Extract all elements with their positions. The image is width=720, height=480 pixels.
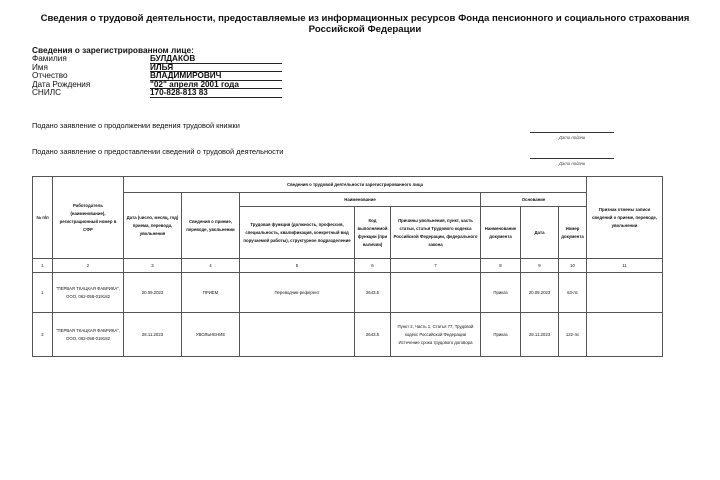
document-title: Сведения о трудовой деятельности, предоставляемые из информационных ресурсов Фонда пенсионного и социального страхования Российской Федерации (40, 13, 690, 35)
statement-workbook: Подано заявление о продолжении ведения трудовой книжки (32, 121, 240, 130)
cell-doc-num: 122-лс (559, 313, 587, 357)
statement-info: Подано заявление о предоставлении сведений о трудовой деятельности (32, 147, 284, 156)
column-number: 10 (559, 259, 587, 273)
employment-table (32, 176, 663, 357)
cell-doc-date: 20.09.2023 (521, 273, 559, 313)
header-date: Дата (число, месяц, год) приема, перевода, увольнения (124, 193, 182, 259)
cell-doc-name: Приказ (481, 273, 521, 313)
header-group-basis: Основание (481, 193, 587, 207)
column-number-row (33, 259, 663, 273)
cell-employer: "ПЕРВАЯ ТКАЦКАЯ ФАБРИКА", ООО, 062-058-019182 (53, 313, 124, 357)
statement-date-caption: Дата подачи (530, 132, 614, 140)
column-number: 9 (521, 259, 559, 273)
header-code: Код выполняемой функции (при наличии) (355, 207, 391, 259)
cell-no: 2 (33, 313, 53, 357)
header-doc-date: Дата (521, 207, 559, 259)
person-info (32, 46, 452, 98)
column-number: 7 (391, 259, 481, 273)
cell-function (240, 313, 355, 357)
cell-reason (391, 273, 481, 313)
column-number: 3 (124, 259, 182, 273)
header-employer: Работодатель (наименование), регистрационный номер в СФР (53, 177, 124, 259)
person-field-name (32, 64, 452, 73)
column-number: 4 (182, 259, 240, 273)
header-cancel: Признак отмены записи сведений о приеме, переводе, увольнении (587, 177, 663, 259)
column-number: 1 (33, 259, 53, 273)
person-heading: Сведения о зарегистрированном лице: (32, 45, 194, 55)
cell-doc-num: 63-лс (559, 273, 587, 313)
field-label: Имя (32, 62, 48, 72)
cell-date: 28.11.2023 (124, 313, 182, 357)
field-label: Отчество (32, 71, 68, 81)
header-event: Сведения о приеме, переводе, увольнении (182, 193, 240, 259)
statement-date-caption: Дата подачи (530, 158, 614, 166)
reason-text: Пункт 2, Часть 1, Статья 77, Трудовой кодекс Российской Федерации (397, 323, 474, 337)
header-no: № п/п (33, 177, 53, 259)
field-label: Дата Рождения (32, 79, 91, 89)
reason-extra-text: Истечение срока трудового договора (398, 339, 473, 345)
field-label: Фамилия (32, 54, 67, 63)
cell-employer: "ПЕРВАЯ ТКАЦКАЯ ФАБРИКА", ООО, 062-058-019182 (53, 273, 124, 313)
field-label: СНИЛС (32, 88, 61, 98)
column-number: 11 (587, 259, 663, 273)
column-number: 6 (355, 259, 391, 273)
field-value: 170-828-813 83 (150, 89, 282, 98)
column-number: 5 (240, 259, 355, 273)
cell-no: 1 (33, 273, 53, 313)
cell-doc-name: Приказ (481, 313, 521, 357)
field-value: ВЛАДИМИРОВИЧ (150, 72, 282, 81)
cell-cancel (587, 313, 663, 357)
header-doc-num: Номер документа (559, 207, 587, 259)
cell-code: 2643.5 (355, 273, 391, 313)
column-number: 8 (481, 259, 521, 273)
header-reason: Причины увольнения, пункт, часть статьи, статья Трудового кодекса Российской Федерации, федерального закона (391, 207, 481, 259)
table-row (33, 313, 663, 357)
cell-function: Переводчик-референт (240, 273, 355, 313)
header-doc-name: Наименование документа (481, 207, 521, 259)
header-group-activity: Сведения о трудовой деятельности зарегистрированного лица (124, 177, 587, 193)
cell-reason (391, 313, 481, 357)
cell-event: УВОЛЬНЕНИЕ (182, 313, 240, 357)
cell-doc-date: 28.11.2023 (521, 313, 559, 357)
person-field-patronymic (32, 72, 452, 81)
header-group-name: Наименование (240, 193, 481, 207)
field-value: БУЛДАКОВ (150, 55, 282, 64)
person-field-birthdate (32, 81, 452, 90)
person-field-surname (32, 55, 452, 64)
table-row (33, 273, 663, 313)
cell-event: ПРИЕМ (182, 273, 240, 313)
column-number: 2 (53, 259, 124, 273)
person-field-snils (32, 89, 452, 98)
field-value: "02" апреля 2001 года (150, 81, 282, 90)
header-function: Трудовая функция (должность, профессия, специальность, квалификация, конкретный вид поручаемой работы), структурное подразделение (240, 207, 355, 259)
cell-date: 20.09.2023 (124, 273, 182, 313)
field-value: ИЛЬЯ (150, 64, 282, 73)
cell-cancel (587, 273, 663, 313)
cell-code: 2643.5 (355, 313, 391, 357)
